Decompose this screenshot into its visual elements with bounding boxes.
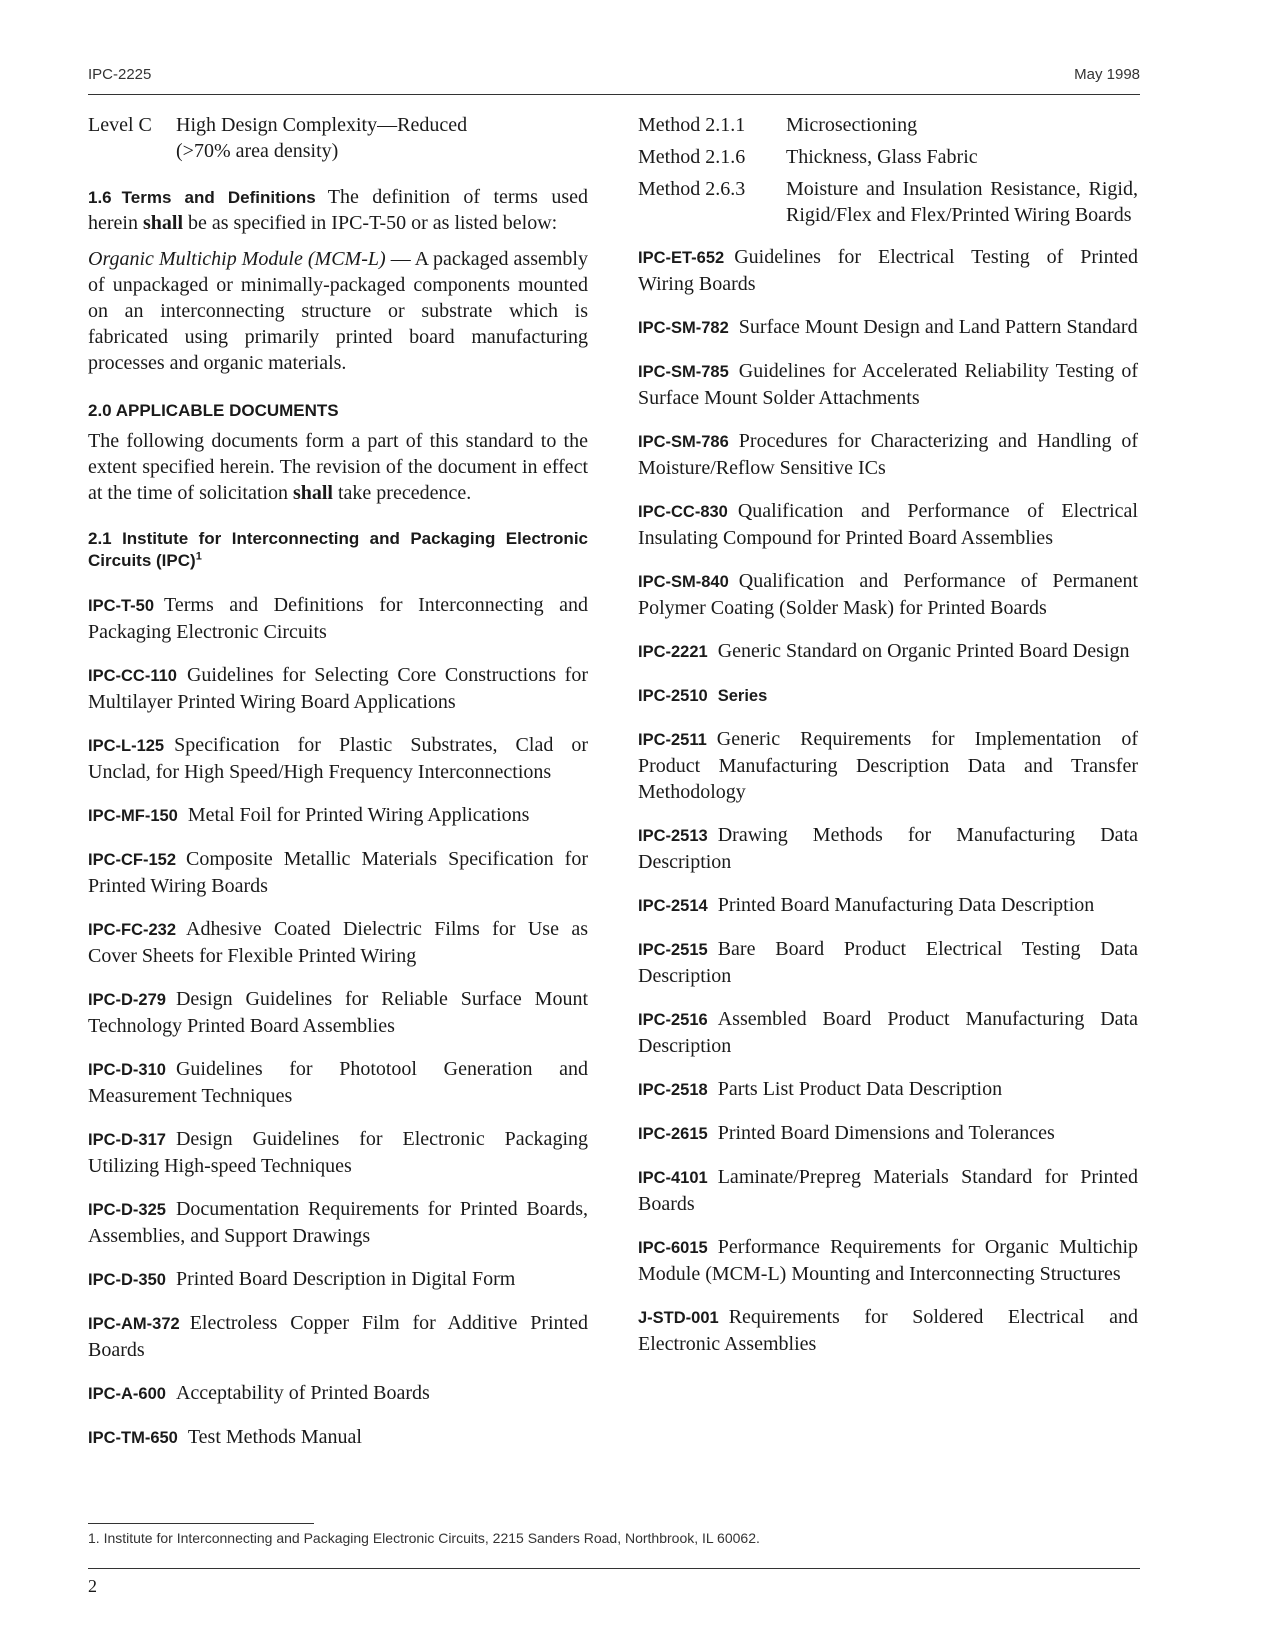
document-reference (88, 1424, 588, 1451)
document-reference (88, 1196, 588, 1249)
method-number: Method 2.6.3 (638, 178, 746, 200)
document-reference (638, 822, 1138, 875)
defined-term: Organic Multichip Module (MCM-L) (88, 248, 386, 270)
level-description-line1: High Design Complexity—Reduced (176, 114, 468, 136)
section-1-6-number: 1.6 (88, 188, 112, 207)
document-title: Documentation Requirements for Printed Boards, Assemblies, and Support Drawings (88, 1198, 588, 1247)
document-title: Drawing Methods for Manufacturing Data Description (638, 824, 1138, 873)
shall-emphasis: shall (142, 212, 184, 234)
document-reference (638, 1006, 1138, 1059)
section-2-1-title: 2.1 Institute for Interconnecting and Packaging Electronic Circuits (IPC) (88, 529, 588, 570)
footnote: 1. Institute for Interconnecting and Packaging Electronic Circuits, 2215 Sanders Road, Northbrook, IL 60062. (88, 1530, 760, 1546)
section-2-0-heading: 2.0 APPLICABLE DOCUMENTS (88, 401, 339, 420)
footer-divider (88, 1568, 1140, 1569)
document-reference (638, 428, 1138, 481)
document-title: Printed Board Description in Digital Form (175, 1268, 516, 1290)
document-reference (638, 244, 1138, 297)
document-code: IPC-ET-652 (638, 249, 725, 267)
document-code: IPC-AM-372 (88, 1315, 180, 1333)
document-code: IPC-SM-782 (638, 319, 729, 337)
method-number: Method 2.1.1 (638, 114, 746, 136)
document-code: IPC-D-317 (88, 1131, 166, 1149)
document-code: IPC-D-350 (88, 1271, 166, 1289)
document-code: IPC-SM-786 (638, 433, 729, 451)
document-title: Requirements for Soldered Electrical and Electronic Assemblies (638, 1306, 1138, 1355)
document-reference (88, 732, 588, 785)
document-reference (638, 314, 1138, 341)
document-code: IPC-T-50 (88, 597, 155, 615)
document-code: IPC-D-325 (88, 1201, 166, 1219)
document-code: IPC-2513 (638, 827, 708, 845)
document-code: IPC-CF-152 (88, 851, 177, 869)
document-title: Assembled Board Product Manufacturing Data Description (638, 1008, 1138, 1057)
document-reference (638, 1234, 1138, 1287)
document-title: Metal Foil for Printed Wiring Applications (187, 804, 530, 826)
document-reference (88, 1266, 588, 1293)
document-code: IPC-2516 (638, 1011, 708, 1029)
document-code: IPC-D-279 (88, 991, 166, 1009)
document-reference (88, 916, 588, 969)
document-title: Qualification and Performance of Permanent Polymer Coating (Solder Mask) for Printed Boards (638, 570, 1138, 619)
document-title: Test Methods Manual (187, 1426, 362, 1448)
document-code: IPC-2510 (638, 687, 708, 705)
right-document-list (638, 244, 1138, 1357)
document-reference (88, 846, 588, 899)
right-column (638, 112, 1138, 1357)
document-code: J-STD-001 (638, 1309, 719, 1327)
document-id: IPC-2225 (88, 66, 152, 83)
document-code: IPC-2514 (638, 897, 708, 915)
method-title: Moisture and Insulation Resistance, Rigid, Rigid/Flex and Flex/Printed Wiring Boards (786, 178, 1138, 226)
document-reference (638, 1076, 1138, 1103)
level-c-entry (88, 112, 588, 164)
document-reference (638, 1164, 1138, 1217)
document-title: Generic Standard on Organic Printed Board Design (717, 640, 1130, 662)
document-title: Laminate/Prepreg Materials Standard for Printed Boards (638, 1166, 1138, 1215)
document-title: Guidelines for Selecting Core Constructions for Multilayer Printed Wiring Board Applications (88, 664, 588, 713)
document-title: Parts List Product Data Description (717, 1078, 1003, 1100)
document-title: Performance Requirements for Organic Multichip Module (MCM-L) Mounting and Interconnecting Structures (638, 1236, 1138, 1285)
test-method (638, 144, 1138, 170)
footnote-divider (88, 1523, 314, 1524)
document-title: Printed Board Manufacturing Data Description (717, 894, 1095, 916)
method-title: Microsectioning (786, 114, 918, 136)
page-number: 2 (88, 1576, 97, 1596)
document-reference (638, 1304, 1138, 1357)
document-title: Printed Board Dimensions and Tolerances (717, 1122, 1055, 1144)
test-method-list (638, 112, 1138, 228)
document-code: IPC-4101 (638, 1169, 708, 1187)
document-code: IPC-SM-785 (638, 363, 729, 381)
document-reference (638, 936, 1138, 989)
document-reference (638, 1120, 1138, 1147)
footnote-marker: 1 (195, 550, 202, 563)
document-code: IPC-CC-830 (638, 503, 728, 521)
section-2-0-text-end: take precedence. (332, 482, 472, 504)
document-reference (88, 662, 588, 715)
document-title: Acceptability of Printed Boards (175, 1382, 430, 1404)
document-title: Adhesive Coated Dielectric Films for Use as Cover Sheets for Flexible Printed Wiring (88, 918, 588, 967)
document-reference (88, 1056, 588, 1109)
document-code: IPC-D-310 (88, 1061, 166, 1079)
document-title: Guidelines for Phototool Generation and Measurement Techniques (88, 1058, 588, 1107)
document-code: IPC-2615 (638, 1125, 708, 1143)
document-reference (638, 358, 1138, 411)
document-title: Guidelines for Electrical Testing of Printed Wiring Boards (638, 246, 1138, 295)
section-1-6-title: Terms and Definitions (121, 188, 316, 207)
left-document-list (88, 592, 588, 1451)
document-reference (638, 638, 1138, 665)
document-title: Bare Board Product Electrical Testing Data Description (638, 938, 1138, 987)
document-code: IPC-CC-110 (88, 667, 177, 685)
section-2-0-text: The following documents form a part of this standard to the extent specified herein. The revision of the document in effect at the time of solicitation (88, 430, 588, 504)
section-2-1-heading (88, 528, 588, 572)
document-code: IPC-A-600 (88, 1385, 166, 1403)
document-reference (88, 1310, 588, 1363)
test-method (638, 112, 1138, 138)
document-code: IPC-2515 (638, 941, 708, 959)
definition-paragraph (88, 246, 588, 376)
document-reference (638, 726, 1138, 805)
page-header (88, 64, 1140, 95)
document-title: Terms and Definitions for Interconnecting and Packaging Electronic Circuits (88, 594, 588, 643)
document-date: May 1998 (1074, 66, 1140, 83)
method-number: Method 2.1.6 (638, 146, 746, 168)
document-title: Qualification and Performance of Electrical Insulating Compound for Printed Board Assemblies (638, 500, 1138, 549)
document-title: Composite Metallic Materials Specification for Printed Wiring Boards (88, 848, 588, 897)
document-title: Design Guidelines for Reliable Surface Mount Technology Printed Board Assemblies (88, 988, 588, 1037)
level-description (176, 112, 467, 164)
document-reference (638, 682, 1138, 709)
document-reference (88, 592, 588, 645)
document-code: IPC-SM-840 (638, 573, 729, 591)
document-code: IPC-MF-150 (88, 807, 178, 825)
shall-emphasis: shall (292, 482, 333, 504)
document-code: IPC-L-125 (88, 737, 165, 755)
section-2-0-paragraph (88, 428, 588, 506)
method-title: Thickness, Glass Fabric (786, 146, 978, 168)
document-reference (88, 1126, 588, 1179)
document-reference (638, 892, 1138, 919)
document-reference (88, 802, 588, 829)
document-code: IPC-2221 (638, 643, 708, 661)
section-1-6-text-end: be as specified in IPC-T-50 or as listed below: (183, 212, 558, 234)
test-method (638, 176, 1138, 228)
document-reference (638, 568, 1138, 621)
level-label: Level C (88, 114, 152, 136)
document-title: Design Guidelines for Electronic Packaging Utilizing High-speed Techniques (88, 1128, 588, 1177)
document-code: IPC-2518 (638, 1081, 708, 1099)
document-code: IPC-2511 (638, 731, 707, 749)
document-title: Series (717, 687, 768, 705)
document-reference (88, 986, 588, 1039)
definition-text: — A packaged assembly of unpackaged or minimally-packaged components mounted on an interconnecting structure or substrate which is fabricated using primarily printed board manufacturing processes and organic materials. (88, 248, 588, 374)
section-1-6-paragraph (88, 184, 588, 236)
document-title: Guidelines for Accelerated Reliability Testing of Surface Mount Solder Attachments (638, 360, 1138, 409)
section-1-6-text: The definition of terms used herein (88, 186, 588, 234)
document-reference (638, 498, 1138, 551)
level-description-line2: (>70% area density) (176, 140, 339, 162)
document-title: Specification for Plastic Substrates, Clad or Unclad, for High Speed/High Frequency Interconnections (88, 734, 588, 783)
document-title: Electroless Copper Film for Additive Printed Boards (88, 1312, 588, 1361)
document-title: Procedures for Characterizing and Handling of Moisture/Reflow Sensitive ICs (638, 430, 1138, 479)
document-code: IPC-6015 (638, 1239, 708, 1257)
document-reference (88, 1380, 588, 1407)
left-column (88, 112, 588, 1451)
document-code: IPC-TM-650 (88, 1429, 178, 1447)
document-title: Generic Requirements for Implementation of Product Manufacturing Description Data and Transfer Methodology (638, 728, 1138, 803)
document-code: IPC-FC-232 (88, 921, 177, 939)
document-title: Surface Mount Design and Land Pattern Standard (738, 316, 1138, 338)
